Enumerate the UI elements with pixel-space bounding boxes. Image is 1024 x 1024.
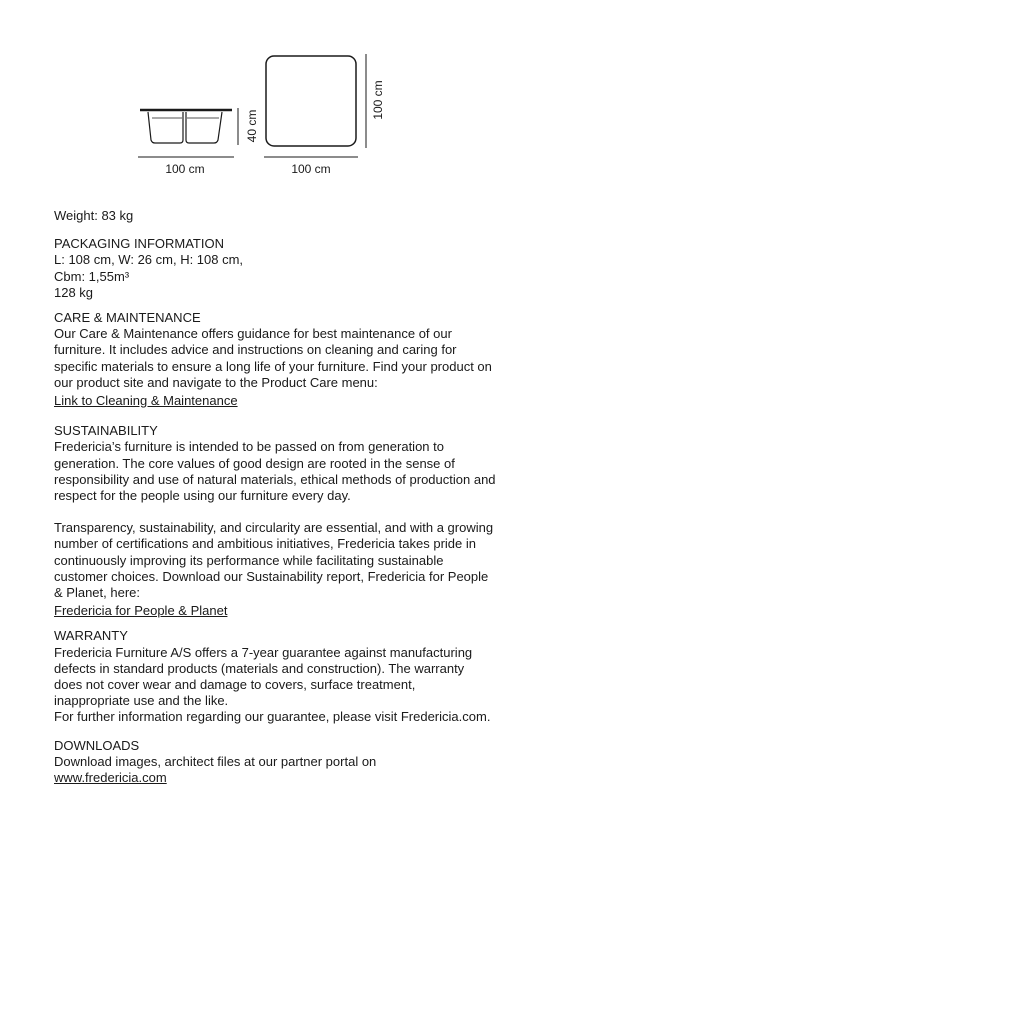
packaging-line: Cbm: 1,55m³ (54, 268, 130, 284)
care-line: Our Care & Maintenance offers guidance for best maintenance of our (54, 326, 452, 342)
downloads-heading: DOWNLOADS (54, 737, 140, 753)
care-maintenance-link[interactable]: Link to Cleaning & Maintenance (54, 393, 238, 409)
downloads-line: Download images, architect files at our partner portal on (54, 753, 377, 769)
warranty-heading: WARRANTY (54, 628, 128, 644)
right-base-shape (186, 112, 222, 143)
sustainability-line: Fredericia’s furniture is intended to be passed on from generation to (54, 439, 444, 455)
packaging-line: L: 108 cm, W: 26 cm, H: 108 cm, (54, 252, 244, 268)
care-line: our product site and navigate to the Product Care menu: (54, 374, 378, 390)
height-label: 40 cm (245, 109, 259, 143)
side-view-drawing (140, 110, 232, 143)
product-dimension-drawing (0, 0, 1024, 200)
sustainability-line: respect for the people using our furniture every day. (54, 488, 351, 504)
downloads-section (54, 738, 524, 787)
product-info (54, 208, 524, 786)
warranty-section (54, 628, 524, 725)
fredericia-website-link[interactable]: www.fredericia.com (54, 770, 167, 786)
sustainability-section (54, 423, 524, 619)
care-line: specific materials to ensure a long life of your furniture. Find your product on (54, 358, 492, 374)
depth-label: 100 cm (371, 80, 385, 120)
warranty-line: does not cover wear and damage to covers, surface treatment, (54, 677, 416, 693)
sustainability-heading: SUSTAINABILITY (54, 423, 158, 439)
sustainability-line: customer choices. Download our Sustainability report, Fredericia for People (54, 568, 489, 584)
care-line: furniture. It includes advice and instructions on cleaning and caring for (54, 342, 457, 358)
top-width-label: 100 cm (291, 162, 331, 176)
care-heading: CARE & MAINTENANCE (54, 310, 201, 326)
warranty-line: For further information regarding our guarantee, please visit Fredericia.com. (54, 709, 491, 725)
sustainability-paragraph-2 (54, 520, 524, 601)
care-section (54, 310, 524, 409)
sustainability-line: responsibility and use of natural materials, ethical methods of production and (54, 471, 496, 487)
packaging-heading: PACKAGING INFORMATION (54, 236, 224, 252)
warranty-line: Fredericia Furniture A/S offers a 7-year guarantee against manufacturing (54, 644, 473, 660)
warranty-line: defects in standard products (materials and construction). The warranty (54, 660, 465, 676)
left-base-shape (148, 112, 183, 143)
sustainability-line: continuously improving its performance while facilitating sustainable (54, 552, 444, 568)
sustainability-line: number of certifications and ambitious initiatives, Fredericia takes pride in (54, 536, 476, 552)
packaging-line: 128 kg (54, 284, 94, 300)
top-view-drawing (266, 56, 356, 146)
sustainability-line: Transparency, sustainability, and circularity are essential, and with a growing (54, 520, 494, 536)
sustainability-line: generation. The core values of good design are rooted in the sense of (54, 455, 455, 471)
sustainability-line: & Planet, here: (54, 585, 140, 601)
side-width-label: 100 cm (165, 162, 205, 176)
weight-text: Weight: 83 kg (54, 208, 134, 223)
warranty-line: inappropriate use and the like. (54, 693, 229, 709)
people-planet-link[interactable]: Fredericia for People & Planet (54, 603, 228, 619)
packaging-section (54, 236, 524, 301)
